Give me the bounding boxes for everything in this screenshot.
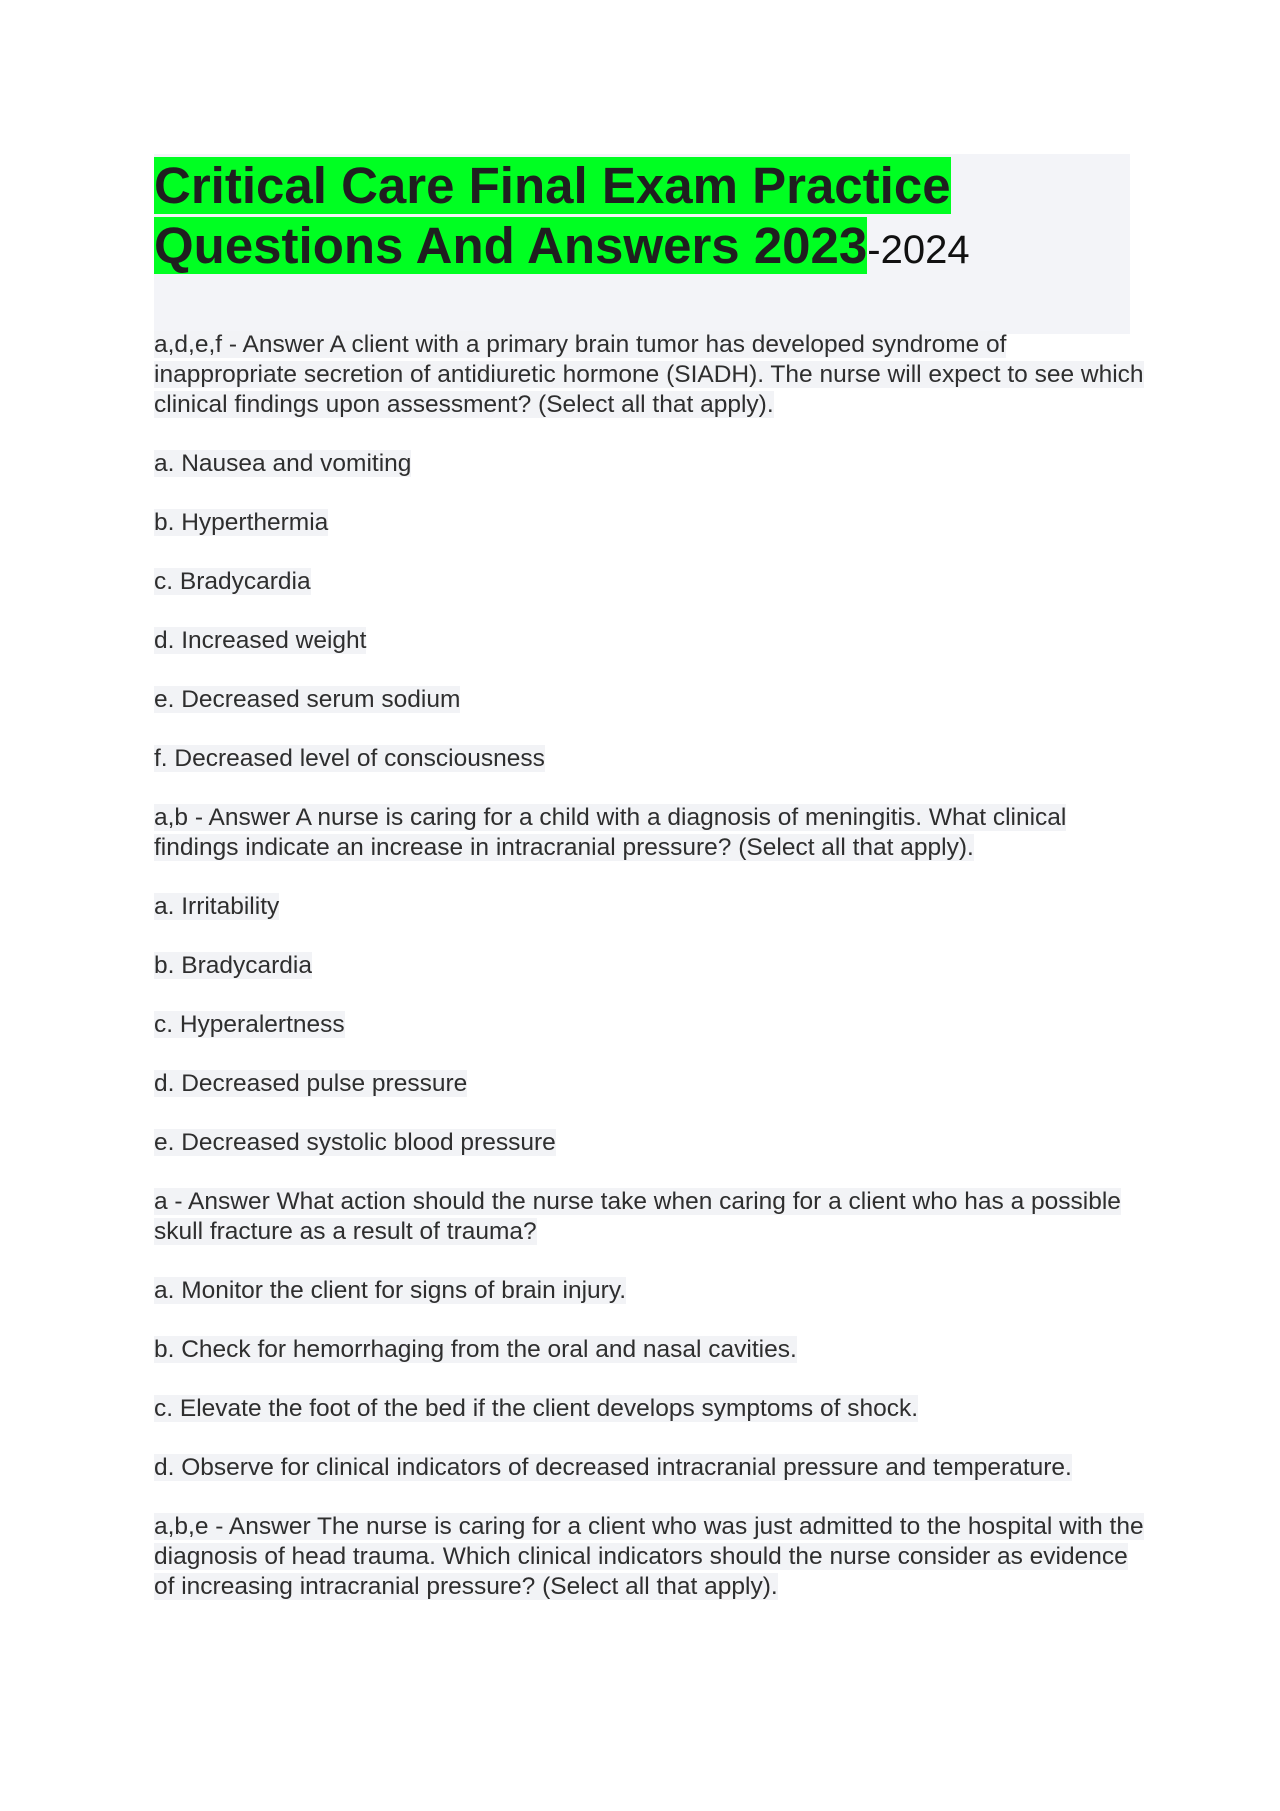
document-title: [154, 156, 1134, 280]
question-3-option-c: c. Elevate the foot of the bed if the client develops symptoms of shock.: [154, 1395, 918, 1422]
question-2-option-a: a. Irritability: [154, 893, 280, 920]
question-2: a,b - Answer A nurse is caring for a child with a diagnosis of meningitis. What clinical findings indicate an increase in intracranial pressure? (Select all that apply).: [154, 804, 1067, 861]
question-2-option-e: e. Decreased systolic blood pressure: [154, 1129, 556, 1156]
document-body: [154, 330, 1144, 1631]
question-3: a - Answer What action should the nurse take when caring for a client who has a possible skull fracture as a result of trauma?: [154, 1188, 1121, 1245]
title-highlighted-text: Critical Care Final Exam Practice Questions And Answers 2023: [154, 157, 951, 274]
title-year-suffix: -2024: [867, 228, 970, 272]
question-1-option-a: a. Nausea and vomiting: [154, 450, 412, 477]
question-1-option-b: b. Hyperthermia: [154, 509, 329, 536]
question-2-option-d: d. Decreased pulse pressure: [154, 1070, 468, 1097]
question-3-option-a: a. Monitor the client for signs of brain injury.: [154, 1277, 627, 1304]
question-1-option-f: f. Decreased level of consciousness: [154, 745, 545, 772]
question-2-option-c: c. Hyperalertness: [154, 1011, 345, 1038]
question-1: a,d,e,f - Answer A client with a primary brain tumor has developed syndrome of inappropriate secretion of antidiuretic hormone (SIADH). The nurse will expect to see which clinical findings upon assessment? (Select all that apply).: [154, 331, 1144, 418]
question-1-option-d: d. Increased weight: [154, 627, 367, 654]
question-1-option-c: c. Bradycardia: [154, 568, 311, 595]
question-3-option-b: b. Check for hemorrhaging from the oral and nasal cavities.: [154, 1336, 797, 1363]
question-1-option-e: e. Decreased serum sodium: [154, 686, 461, 713]
question-2-option-b: b. Bradycardia: [154, 952, 312, 979]
question-3-option-d: d. Observe for clinical indicators of decreased intracranial pressure and temperature.: [154, 1454, 1072, 1481]
question-4: a,b,e - Answer The nurse is caring for a client who was just admitted to the hospital with the diagnosis of head trauma. Which clinical indicators should the nurse consider as evidence of increasing intracranial pressure? (Select all that apply).: [154, 1513, 1144, 1600]
